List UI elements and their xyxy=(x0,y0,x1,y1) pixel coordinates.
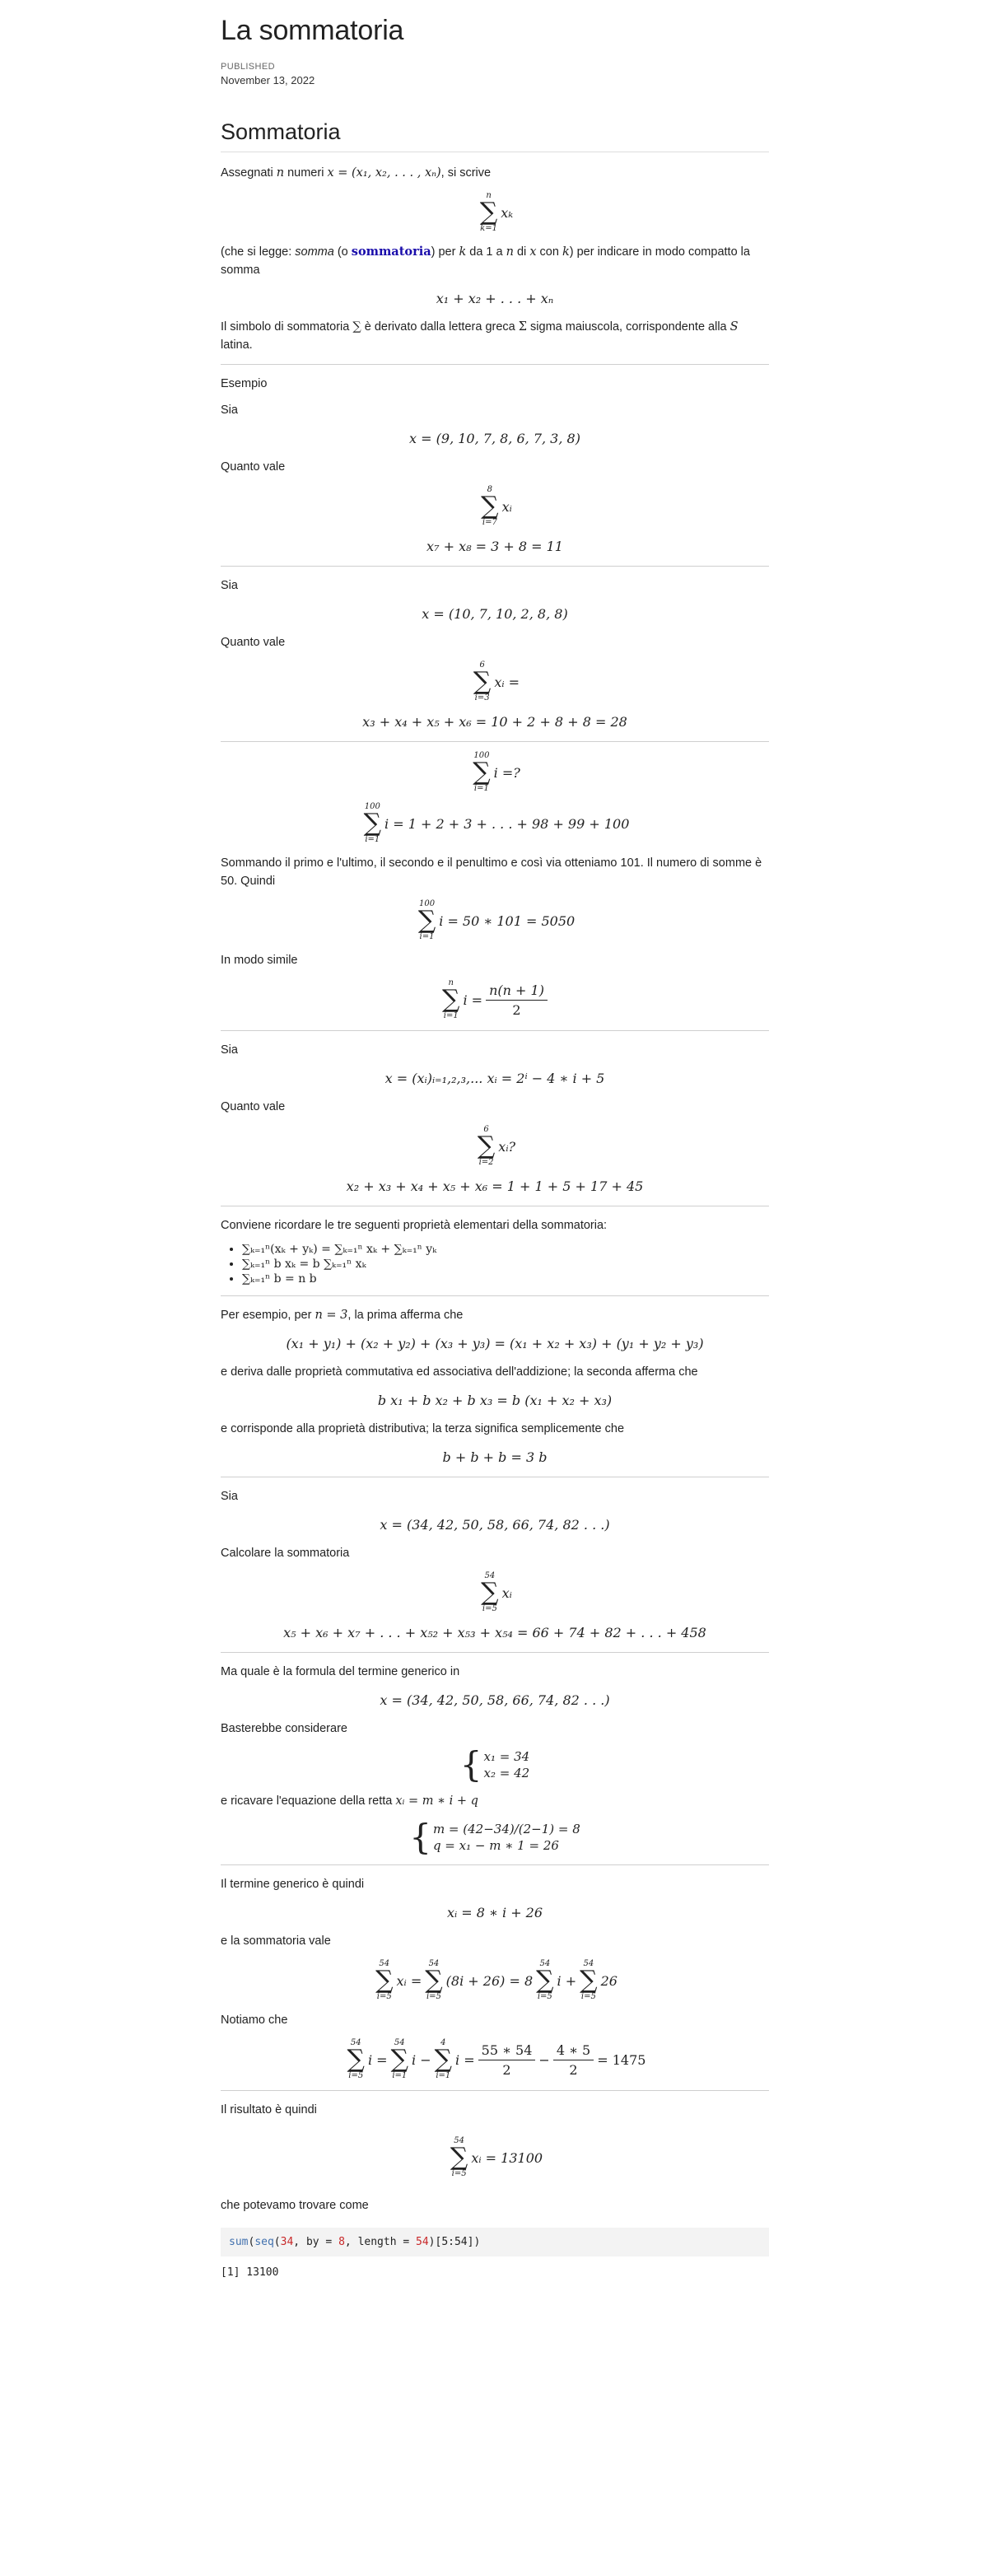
property-item: • ∑ₖ₌₁ⁿ(xₖ + yₖ) = ∑ₖ₌₁ⁿ xₖ + ∑ₖ₌₁ⁿ yₖ xyxy=(242,1243,769,1256)
sia-text: Sia xyxy=(221,579,238,592)
example3-question: 100 ∑ i=1 i =? xyxy=(473,751,520,793)
properties-list xyxy=(221,1243,769,1286)
termine-text: Il termine generico è quindi xyxy=(221,1878,365,1891)
example4-result: x₂ + x₃ + x₄ + x₅ + x₆ = 1 + 1 + 5 + 17 + 45 xyxy=(346,1178,644,1194)
example1-sum: 8 ∑ i=7 xᵢ xyxy=(481,485,512,527)
reading-paragraph: (che si legge: somma (o sommatoria) per k da 1 a n di x con k) per indicare in modo compatto la somma xyxy=(221,245,750,277)
divider xyxy=(221,1652,769,1653)
published-label: PUBLISHED xyxy=(221,62,275,72)
example3-result: 100 ∑ i=1 i = 50 ∗ 101 = 5050 xyxy=(417,899,576,941)
symbol-paragraph: Il simbolo di sommatoria ∑ è derivato dalla lettera greca Σ sigma maiuscola, corrispondente alla S latina. xyxy=(221,320,739,352)
divider xyxy=(221,1030,769,1031)
sum-expansion: x₁ + x₂ + . . . + xₙ xyxy=(436,291,554,306)
potevamo-text: che potevamo trovare come xyxy=(221,2199,369,2212)
divider xyxy=(221,1864,769,1865)
published-date: November 13, 2022 xyxy=(221,74,315,86)
sommando-paragraph: Sommando il primo e l'ultimo, il secondo e il penultimo e così via otteniamo 101. Il numero di somme è 50. Quindi xyxy=(221,856,762,888)
example-label: Esempio xyxy=(221,377,268,390)
page-title: La sommatoria xyxy=(221,15,404,46)
intro-paragraph: Assegnati n numeri x = (x₁, x₂, . . . , xₙ), si scrive xyxy=(221,166,492,180)
modo-simile-text: In modo simile xyxy=(221,954,298,967)
corrisponde-paragraph: e corrisponde alla proprietà distributiva; la terza significa semplicemente che xyxy=(221,1422,625,1435)
divider xyxy=(221,566,769,567)
example3-expansion: 100 ∑ i=1 i = 1 + 2 + 3 + . . . + 98 + 99 + 100 xyxy=(363,802,630,844)
ma-quale-paragraph: Ma quale è la formula del termine generico in xyxy=(221,1665,460,1678)
divider xyxy=(221,741,769,742)
generic-term: xᵢ = 8 ∗ i + 26 xyxy=(446,1905,543,1920)
property3-example: b + b + b = 3 b xyxy=(442,1449,548,1465)
risultato-text: Il risultato è quindi xyxy=(221,2103,317,2116)
quanto-vale-text: Quanto vale xyxy=(221,1100,286,1113)
system2: { m = (42−34)/(2−1) = 8 q = x₁ − m ∗ 1 = 26 xyxy=(409,1817,580,1857)
article xyxy=(221,0,769,2279)
system1: { x₁ = 34 x₂ = 42 xyxy=(459,1744,530,1785)
example1-result: x₇ + x₈ = 3 + 8 = 11 xyxy=(426,539,563,554)
example5-result: x₅ + x₆ + x₇ + . . . + x₅₂ + x₅₃ + x₅₄ = 66 + 74 + 82 + . . . + 458 xyxy=(283,1625,706,1640)
sum-formula: n ∑ k=1 xₖ xyxy=(479,191,514,233)
property-item: • ∑ₖ₌₁ⁿ b = n b xyxy=(242,1272,769,1286)
divider xyxy=(221,2090,769,2091)
example4-definition: x = (xᵢ)ᵢ₌₁,₂,₃,... xᵢ = 2ⁱ − 4 ∗ i + 5 xyxy=(384,1071,605,1086)
la-sommatoria-text: e la sommatoria vale xyxy=(221,1934,331,1948)
example5-sum: 54 ∑ i=5 xᵢ xyxy=(481,1571,512,1613)
conviene-paragraph: Conviene ricordare le tre seguenti proprietà elementari della sommatoria: xyxy=(221,1219,608,1232)
per-esempio-paragraph: Per esempio, per n = 3, la prima afferma che xyxy=(221,1309,464,1322)
divider xyxy=(221,364,769,365)
example1-vector: x = (9, 10, 7, 8, 6, 7, 3, 8) xyxy=(409,431,580,446)
sia-text: Sia xyxy=(221,1490,238,1503)
property2-example: b x₁ + b x₂ + b x₃ = b (x₁ + x₂ + x₃) xyxy=(377,1393,613,1408)
gauss-formula: n ∑ i=1 i = $\frac{n(n + 1)}{2}$ xyxy=(221,979,769,1020)
sia-text: Sia xyxy=(221,1043,238,1057)
ricavare-paragraph: e ricavare l'equazione della retta xᵢ = m ∗ i + q xyxy=(221,1794,478,1808)
basterebbe-text: Basterebbe considerare xyxy=(221,1722,347,1735)
example5-vector: x = (34, 42, 50, 58, 66, 74, 82 . . .) xyxy=(380,1517,610,1533)
sommatoria-link[interactable]: sommatoria xyxy=(351,245,431,259)
sia-text: Sia xyxy=(221,404,238,417)
calcolare-text: Calcolare la sommatoria xyxy=(221,1547,350,1560)
deriva-paragraph: e deriva dalle proprietà commutativa ed associativa dell'addizione; la seconda afferma che xyxy=(221,1365,698,1379)
code-output: [1] 13100 xyxy=(221,2266,279,2279)
final-result: 54 ∑ i=5 xᵢ = 13100 xyxy=(450,2136,543,2178)
example5-vector-repeat: x = (34, 42, 50, 58, 66, 74, 82 . . .) xyxy=(380,1692,610,1708)
quanto-vale-text: Quanto vale xyxy=(221,460,286,474)
property1-example: (x₁ + y₁) + (x₂ + y₂) + (x₃ + y₃) = (x₁ + x₂ + x₃) + (y₁ + y₂ + y₃) xyxy=(286,1336,704,1351)
example2-sum: 6 ∑ i=3 xᵢ = xyxy=(473,660,520,702)
example2-vector: x = (10, 7, 10, 2, 8, 8) xyxy=(422,606,568,622)
example4-sum: 6 ∑ i=2 xᵢ? xyxy=(477,1125,516,1167)
quanto-vale-text: Quanto vale xyxy=(221,636,286,649)
section-heading: Sommatoria xyxy=(221,119,769,152)
example2-result: x₃ + x₄ + x₅ + x₆ = 10 + 2 + 8 + 8 = 28 xyxy=(362,714,627,730)
divider xyxy=(221,1295,769,1296)
index-sum-split: 54 ∑ i=5 i = 54 ∑ i=1 i − 4 ∑ i=1 i = $\frac{55 ∗ 54}{2}$ − $\frac{4 ∗ 5}{2}$ = 1475 xyxy=(347,2038,646,2080)
notiamo-text: Notiamo che xyxy=(221,2014,288,2027)
sum-decomposition: 54 ∑ i=5 xᵢ = 54 ∑ i=5 (8i + 26) = 8 54 ∑ i=5 i + 54 ∑ i=5 26 xyxy=(375,1959,618,2001)
property-item: • ∑ₖ₌₁ⁿ b xₖ = b ∑ₖ₌₁ⁿ xₖ xyxy=(242,1258,769,1271)
code-block[interactable]: sum(seq(34, by = 8, length = 54)[5:54]) xyxy=(221,2228,769,2256)
